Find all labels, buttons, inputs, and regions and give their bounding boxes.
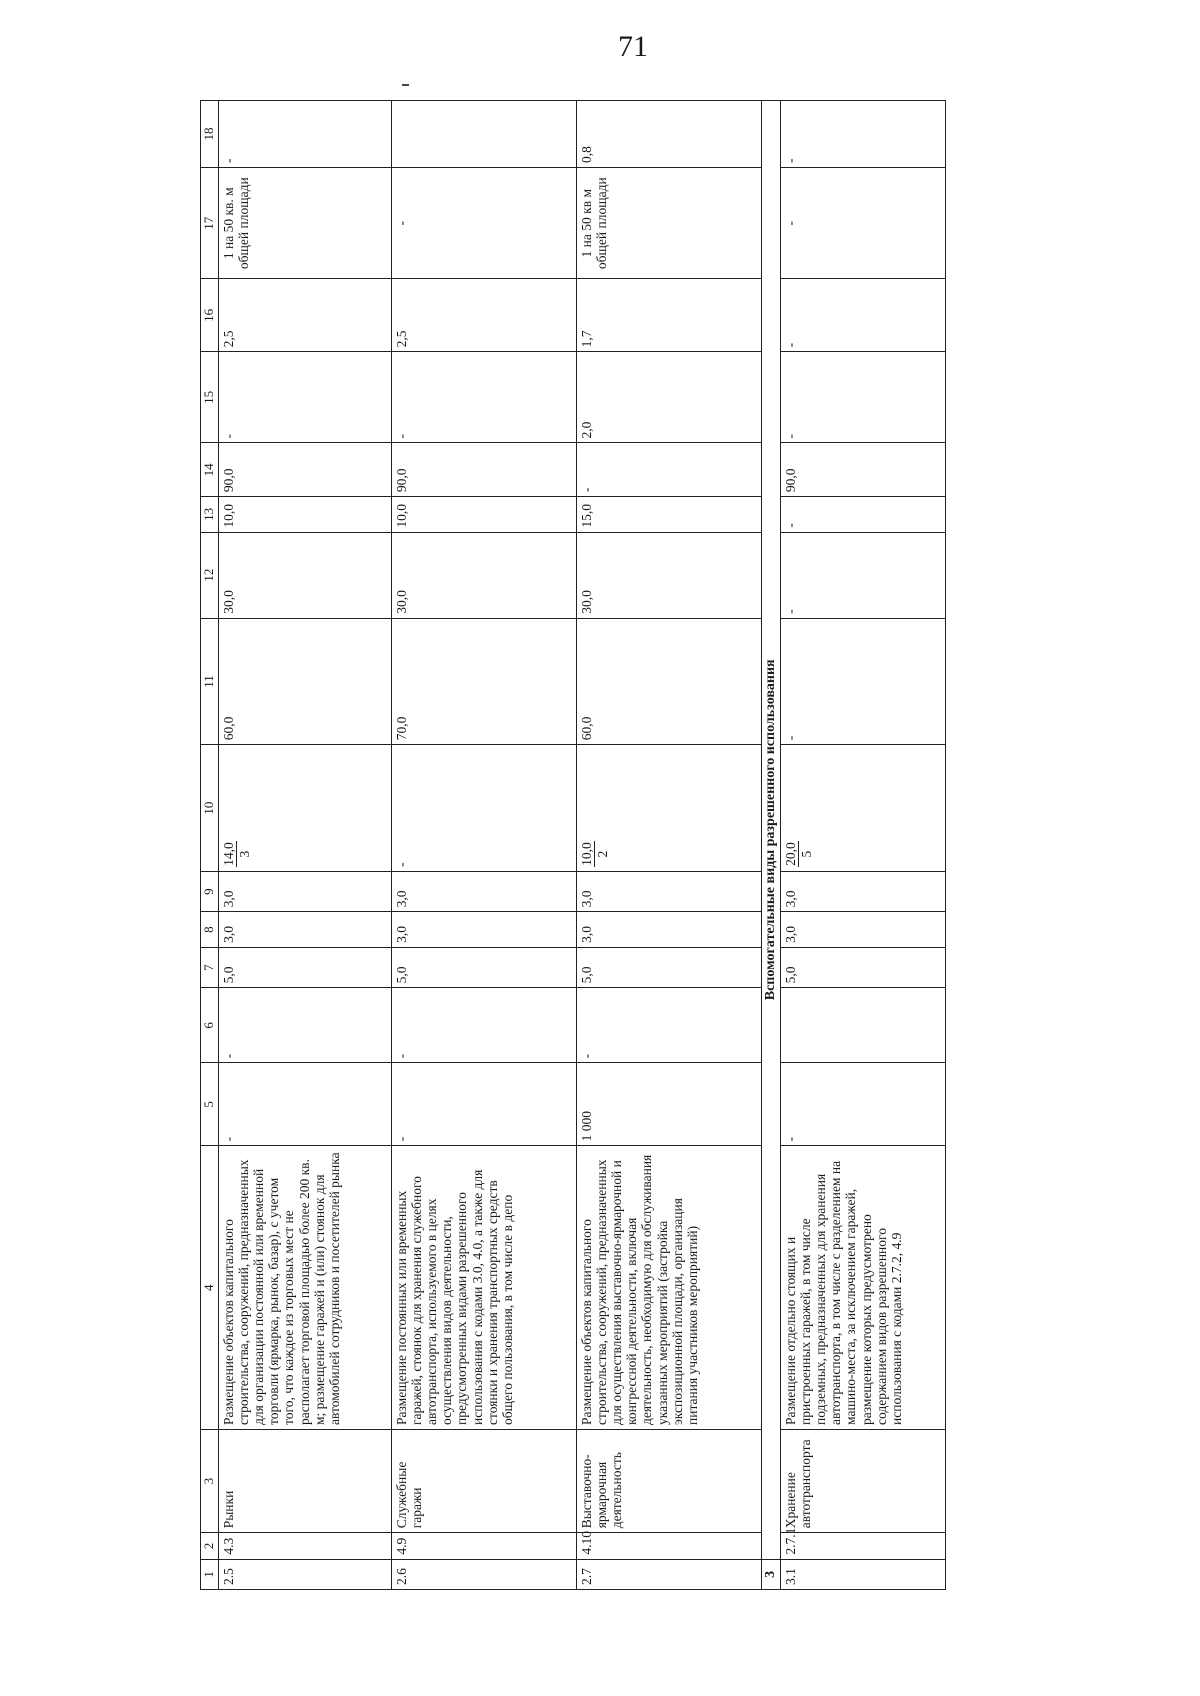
col-num: 14: [201, 443, 219, 497]
cell-value: 60,0: [577, 618, 762, 745]
cell-value: 2,5: [392, 279, 577, 352]
cell-code: 4.10: [577, 1533, 762, 1559]
cell-value: 30,0: [392, 532, 577, 618]
cell-parking: -: [781, 168, 946, 279]
cell-description: Размещение постоянных или временных гаражей, стоянок для хранения служебного автотранспорта, используемого в целях осуществления видов деятельности, предусмотренных видами разрешенного использования с кодами 3.0, 4.0, а также для стоянки и хранения транспортных средств общего пользования, в том числе в депо: [392, 1146, 577, 1430]
land-use-table: [200, 100, 946, 1590]
cell-value: -: [392, 988, 577, 1063]
col-num: 6: [201, 988, 219, 1063]
cell-value: 0,8: [577, 101, 762, 168]
cell-code: 4.9: [392, 1533, 577, 1559]
cell-value: -: [219, 988, 392, 1063]
cell-use-name: Выставочно-ярмарочная деятельность: [577, 1429, 762, 1532]
column-number-row: [201, 101, 219, 1590]
col-num: 16: [201, 279, 219, 352]
cell-fraction: [219, 745, 392, 872]
cell-value: -: [392, 352, 577, 443]
cell-value: 3,0: [219, 912, 392, 947]
col-num: 13: [201, 497, 219, 532]
cell-value: 60,0: [219, 618, 392, 745]
col-num: 5: [201, 1063, 219, 1146]
fraction-numerator: 10,0: [579, 842, 594, 866]
cell-value: -: [219, 1063, 392, 1146]
col-num: 2: [201, 1533, 219, 1559]
col-num: 9: [201, 871, 219, 912]
cell-value: 3,0: [781, 871, 946, 912]
cell-value: [781, 988, 946, 1063]
cell-value: 5,0: [219, 947, 392, 988]
fraction-denominator: 2: [595, 850, 611, 858]
cell-value: -: [392, 745, 577, 872]
table-row: [781, 101, 946, 1590]
cell-value: 10,0: [392, 497, 577, 532]
cell-value: 90,0: [219, 443, 392, 497]
cell-value: -: [577, 988, 762, 1063]
col-num: 17: [201, 168, 219, 279]
cell-value: 30,0: [219, 532, 392, 618]
cell-value: 5,0: [577, 947, 762, 988]
cell-value: 3,0: [392, 912, 577, 947]
cell-parking: 1 на 50 кв м общей площади: [577, 168, 762, 279]
cell-index: 2.7: [577, 1559, 762, 1589]
scan-mark: [402, 84, 409, 86]
cell-value: [392, 101, 577, 168]
cell-value: -: [781, 1063, 946, 1146]
cell-value: 3,0: [577, 871, 762, 912]
fraction-numerator: 14,0: [221, 842, 236, 866]
page-number: 71: [618, 30, 648, 63]
cell-value: 3,0: [219, 871, 392, 912]
cell-value: 90,0: [392, 443, 577, 497]
cell-value: 5,0: [781, 947, 946, 988]
section-number: 3: [762, 1559, 781, 1589]
cell-value: -: [577, 443, 762, 497]
col-num: 3: [201, 1429, 219, 1532]
section-row: [762, 101, 781, 1590]
cell-description: Размещение отдельно стоящих и пристроенных гаражей, в том числе подземных, предназначенных для хранения автотранспорта, в том числе с разделением на машино-места, за исключением гаражей, размещение которых предусмотрено содержанием видов разрешенного использования с кодами 2.7.2, 4.9: [781, 1146, 946, 1430]
col-num: 12: [201, 532, 219, 618]
cell-value: -: [219, 352, 392, 443]
cell-value: 70,0: [392, 618, 577, 745]
cell-value: -: [781, 497, 946, 532]
cell-value: -: [392, 1063, 577, 1146]
col-num: 10: [201, 745, 219, 872]
cell-value: 30,0: [577, 532, 762, 618]
cell-value: 3,0: [392, 871, 577, 912]
cell-value: 3,0: [577, 912, 762, 947]
cell-use-name: Рынки: [219, 1429, 392, 1532]
cell-use-name: Служебные гаражи: [392, 1429, 577, 1532]
cell-index: 2.6: [392, 1559, 577, 1589]
cell-value: 90,0: [781, 443, 946, 497]
cell-value: 1 000: [577, 1063, 762, 1146]
cell-parking: -: [392, 168, 577, 279]
cell-value: 5,0: [392, 947, 577, 988]
cell-use-name: Хранение автотранспорта: [781, 1429, 946, 1532]
cell-value: 1,7: [577, 279, 762, 352]
section-title: Вспомогательные виды разрешенного использования: [762, 101, 781, 1560]
rotated-table: [200, 100, 942, 1590]
cell-value: -: [781, 532, 946, 618]
cell-value: 2,0: [577, 352, 762, 443]
cell-value: -: [781, 101, 946, 168]
col-num: 8: [201, 912, 219, 947]
cell-parking: 1 на 50 кв. м общей площади: [219, 168, 392, 279]
fraction-numerator: 20,0: [783, 842, 798, 866]
cell-description: Размещение объектов капитального строительства, сооружений, предназначенных для осуществления выставочно-ярмарочной и конгрессной деятельности, включая деятельность, необходимую для обслуживания указанных мероприятий (застройка экспозиционной площади, организация питания участников мероприятий): [577, 1146, 762, 1430]
fraction-denominator: 5: [799, 850, 815, 858]
col-num: 1: [201, 1559, 219, 1589]
table-row: [392, 101, 577, 1590]
cell-fraction: [577, 745, 762, 872]
cell-index: 3.1: [781, 1559, 946, 1589]
cell-fraction: [781, 745, 946, 872]
cell-code: 4.3: [219, 1533, 392, 1559]
cell-value: -: [781, 618, 946, 745]
cell-value: 15,0: [577, 497, 762, 532]
col-num: 11: [201, 618, 219, 745]
table-row: [577, 101, 762, 1590]
cell-value: 3,0: [781, 912, 946, 947]
col-num: 15: [201, 352, 219, 443]
cell-index: 2.5: [219, 1559, 392, 1589]
cell-description: Размещение объектов капитального строительства, сооружений, предназначенных для организации постоянной или временной торговли (ярмарка, рынок, базар), с учетом того, что каждое из торговых мест не располагает торговой площадью более 200 кв. м; размещение гаражей и (или) стоянок для автомобилей сотрудников и посетителей рынка: [219, 1146, 392, 1430]
cell-value: 10,0: [219, 497, 392, 532]
cell-value: -: [781, 352, 946, 443]
cell-value: 2,5: [219, 279, 392, 352]
fraction-denominator: 3: [237, 850, 253, 858]
col-num: 7: [201, 947, 219, 988]
table-row: [219, 101, 392, 1590]
col-num: 18: [201, 101, 219, 168]
cell-code: 2.7.1: [781, 1533, 946, 1559]
col-num: 4: [201, 1146, 219, 1430]
cell-value: -: [781, 279, 946, 352]
cell-value: -: [219, 101, 392, 168]
